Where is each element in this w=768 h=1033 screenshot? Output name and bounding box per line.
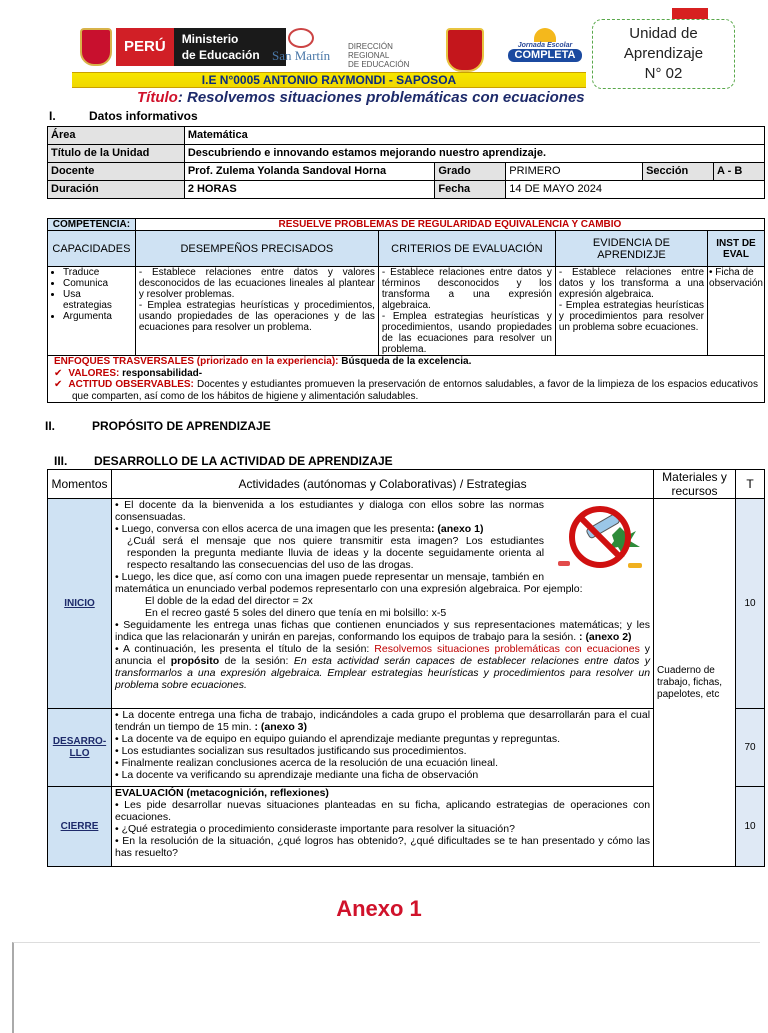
check-icon: ✔ bbox=[54, 379, 63, 390]
valores-label: VALORES: bbox=[68, 367, 120, 379]
capacidad-item: • Usa estrategias bbox=[63, 289, 132, 311]
ministerio-label: Ministerio de Educación bbox=[174, 28, 286, 66]
table-row bbox=[48, 470, 765, 499]
capacidades-header: CAPACIDADES bbox=[48, 231, 136, 267]
section-number: I. bbox=[49, 109, 56, 123]
anexo-ref: : (anexo 2) bbox=[576, 631, 632, 643]
seccion-value: A - B bbox=[714, 163, 765, 181]
anexo-title: Anexo 1 bbox=[336, 896, 422, 921]
grado-key: Grado bbox=[435, 163, 506, 181]
desarrollo-time: 70 bbox=[736, 709, 765, 787]
moment-cierre: CIERRE bbox=[48, 787, 112, 867]
area-key: Área bbox=[48, 127, 185, 145]
materiales-cell: Cuaderno de trabajo, fichas, papelotes, etc bbox=[654, 499, 736, 867]
duracion-key: Duración bbox=[48, 181, 185, 199]
table-row bbox=[48, 181, 765, 199]
anexo-image-frame bbox=[12, 942, 760, 1033]
capacidad-item: • Argumenta bbox=[63, 311, 132, 322]
competencia-table bbox=[47, 218, 765, 403]
school-name-band: I.E N°0005 ANTONIO RAYMONDI - SAPOSOA bbox=[72, 72, 586, 88]
section-proposito bbox=[45, 419, 271, 433]
competencia-label: COMPETENCIA: bbox=[48, 219, 136, 231]
inicio-text: • Luego, conversa con ellos acerca de una imagen que les presenta bbox=[114, 523, 431, 535]
sun-icon bbox=[534, 28, 556, 42]
instrumento-cell: • Ficha de observación bbox=[708, 267, 765, 356]
actitud-value: Docentes y estudiantes promueven la preservación de entornos saludables, a favor de la limpieza de los espacios educativos que comparten, así como de los hábitos de higiene y alimentación saludables. bbox=[72, 379, 758, 402]
section-title: Datos informativos bbox=[89, 109, 198, 123]
tiempo-header: T bbox=[736, 470, 765, 499]
capacidad-item: • Comunica bbox=[63, 278, 132, 289]
inicio-item: • El docente da la bienvenida a los estudiantes y dialoga con ellos sobre las normas consensuadas. bbox=[114, 499, 545, 523]
desarrollo-table bbox=[47, 469, 765, 867]
moment-desarrollo: DESARRO-LLO bbox=[48, 709, 112, 787]
materiales-header: Materiales y recursos bbox=[654, 470, 736, 499]
valores-value: responsabilidad- bbox=[122, 367, 203, 379]
desarrollo-item: • Los estudiantes socializan sus resultados justificando sus procedimientos. bbox=[114, 745, 467, 757]
momentos-header: Momentos bbox=[48, 470, 112, 499]
cierre-item: • ¿Qué estrategia o procedimiento consideraste importante para resolver la situación? bbox=[114, 823, 515, 835]
grado-value: PRIMERO bbox=[506, 163, 643, 181]
section-number: II. bbox=[45, 419, 56, 433]
datos-table bbox=[47, 126, 765, 199]
unidad-box: Unidad de Aprendizaje N° 02 bbox=[592, 19, 735, 89]
area-value: Matemática bbox=[184, 127, 764, 145]
actitud-line bbox=[54, 379, 758, 402]
section-title: PROPÓSITO DE APRENDIZAJE bbox=[92, 419, 271, 433]
criterios-cell: - Establece relaciones entre datos y términos desconocidos y los transforma a una expresión algebraica. - Emplea estrategias heurísticas y procedimientos, usando propiedades de las ecuaciones para resolver un problema. bbox=[378, 267, 555, 356]
table-row bbox=[48, 499, 765, 709]
table-row bbox=[48, 127, 765, 145]
competencia-value: RESUELVE PROBLEMAS DE REGULARIDAD EQUIVALENCIA Y CAMBIO bbox=[135, 219, 764, 231]
capacidades-cell bbox=[48, 267, 136, 356]
seccion-key: Sección bbox=[643, 163, 714, 181]
anexo-ref: : (anexo 1) bbox=[430, 523, 484, 535]
table-row bbox=[48, 219, 765, 231]
session-title-ref: Resolvemos situaciones problemáticas con ecuaciones bbox=[374, 643, 640, 655]
inicio-item: ¿Cuál será el mensaje que nos quiere transmitir esta imagen? Los estudiantes responden la pregunta mediante lluvia de ideas y la docente seguidamente orienta al respecto resaltando las consecuencias del uso de las drogas. bbox=[126, 535, 545, 571]
san-martin-label: San Martín bbox=[272, 48, 331, 63]
minedu-logo bbox=[80, 28, 286, 66]
criterios-header: CRITERIOS DE EVALUACIÓN bbox=[378, 231, 555, 267]
page-title bbox=[137, 89, 585, 106]
moment-inicio: INICIO bbox=[48, 499, 112, 709]
section-datos bbox=[49, 109, 198, 123]
table-row bbox=[48, 231, 765, 267]
school-shield-icon bbox=[446, 28, 484, 72]
enfoques-value: Búsqueda de la excelencia. bbox=[341, 356, 472, 367]
inicio-item bbox=[115, 643, 650, 691]
desempenos-cell: - Establece relaciones entre datos y valores desconocidos de las ecuaciones lineales al plantear y resolver problemas. - Emplea estrategias heurísticas y procedimientos, usando propiedades de las operaciones y de las ecuaciones para resolver un problema. bbox=[135, 267, 378, 356]
titulo-key: Título de la Unidad bbox=[48, 145, 185, 163]
section-number: III. bbox=[54, 454, 68, 468]
proposito-text: En esta actividad serán capaces de establecer relaciones entre datos y transformarlos a una expresión algebraica. Emplear estrategias heurísticas y procedimientos para resolver un problema sobre ecuaciones. bbox=[114, 655, 651, 691]
inicio-item bbox=[115, 619, 650, 643]
section-desarrollo bbox=[54, 454, 393, 468]
capacidades-list bbox=[51, 267, 132, 322]
inicio-text: • A continuación, les presenta el título de la sesión: bbox=[114, 643, 375, 655]
table-row bbox=[48, 163, 765, 181]
cierre-heading-text: EVALUACIÓN (metacognición, reflexiones) bbox=[114, 787, 329, 799]
enfoques-line bbox=[54, 356, 758, 368]
enfoques-label: ENFOQUES TRASVERSALES (priorizado en la experiencia): bbox=[54, 356, 339, 367]
inicio-example: El doble de la edad del director = 2x bbox=[144, 595, 313, 607]
inicio-text: y anuncia el bbox=[114, 643, 651, 667]
jec-top-label: Jornada Escolar bbox=[517, 42, 573, 49]
title-text: : Resolvemos situaciones problemáticas con ecuaciones bbox=[177, 89, 585, 106]
san-martin-emblem-icon bbox=[288, 28, 314, 48]
titulo-value: Descubriendo e innovando estamos mejorando nuestro aprendizaje. bbox=[184, 145, 764, 163]
peru-label: PERÚ bbox=[116, 28, 174, 66]
no-drugs-image bbox=[550, 501, 648, 575]
desarrollo-item: • Finalmente realizan conclusiones acerca de la resolución de una ecuación lineal. bbox=[114, 757, 499, 769]
desarrollo-item: • La docente va de equipo en equipo guiando el aprendizaje mediante preguntas y repreguntas. bbox=[114, 733, 560, 745]
duracion-value: 2 HORAS bbox=[184, 181, 435, 199]
dre-label: DIRECCIÓN REGIONAL DE EDUCACIÓN bbox=[348, 42, 410, 69]
valores-line bbox=[54, 368, 758, 380]
inicio-activities bbox=[111, 499, 653, 709]
actividades-header: Actividades (autónomas y Colaborativas) / Estrategias bbox=[111, 470, 653, 499]
peru-shield-icon bbox=[80, 28, 112, 66]
cierre-item: • En la resolución de la situación, ¿qué logros has obtenido?, ¿qué dificultades se te han presentado y cómo las has resuelto? bbox=[114, 835, 651, 859]
jec-main-label: COMPLETA bbox=[508, 49, 582, 62]
table-row bbox=[48, 145, 765, 163]
cierre-item: • Les pide desarrollar nuevas situaciones planteadas en su ficha, aplicando estrategias de operaciones con ecuaciones. bbox=[114, 799, 651, 823]
desempenos-header: DESEMPEÑOS PRECISADOS bbox=[135, 231, 378, 267]
fecha-value: 14 DE MAYO 2024 bbox=[506, 181, 765, 199]
inicio-example: En el recreo gasté 5 soles del dinero que tenía en mi bolsillo: x-5 bbox=[144, 607, 447, 619]
table-row bbox=[48, 356, 765, 403]
table-row bbox=[48, 267, 765, 356]
cierre-heading bbox=[115, 787, 650, 799]
capacidad-item: • Traduce bbox=[63, 267, 132, 278]
evidencia-header: EVIDENCIA DE APRENDIZJE bbox=[555, 231, 707, 267]
enfoques-cell bbox=[48, 356, 765, 403]
cierre-activities bbox=[111, 787, 653, 867]
inicio-time: 10 bbox=[736, 499, 765, 709]
docente-key: Docente bbox=[48, 163, 185, 181]
no-drugs-icon bbox=[550, 501, 648, 575]
san-martin-logo bbox=[272, 28, 330, 61]
proposito-label: propósito bbox=[170, 655, 220, 667]
cierre-time: 10 bbox=[736, 787, 765, 867]
jec-logo bbox=[508, 28, 582, 68]
inicio-text: de la sesión: bbox=[219, 655, 294, 667]
docente-value: Prof. Zulema Yolanda Sandoval Horna bbox=[184, 163, 435, 181]
evidencia-cell: - Establece relaciones entre datos y los transforma a una expresión algebraica. - Emplea estrategias heurísticas y procedimientos para resolver un problema sobre ecuaciones. bbox=[555, 267, 707, 356]
inicio-text: • Seguidamente les entrega unas fichas que contienen enunciados y sus representaciones matemáticas; y les indica que las relacionarán y unirán en parejas, conformando los equipos de trabajo para la sesión. bbox=[114, 619, 651, 643]
desarrollo-text: • La docente entrega una ficha de trabajo, indicándoles a cada grupo el problema que desarrollarán para el cual tendrán un tiempo de 15 min. bbox=[114, 709, 651, 733]
fecha-key: Fecha bbox=[435, 181, 506, 199]
actitud-label: ACTITUD OBSERVABLES: bbox=[68, 379, 194, 390]
anexo-ref: : (anexo 3) bbox=[251, 721, 308, 733]
section-title: DESARROLLO DE LA ACTIVIDAD DE APRENDIZAJE bbox=[94, 454, 393, 468]
instrumento-header: INST DE EVAL bbox=[708, 231, 765, 267]
desarrollo-item bbox=[115, 709, 650, 733]
title-label: Título bbox=[137, 89, 178, 106]
inicio-item: • Luego, les dice que, así como con una imagen puede representar un mensaje, también en matemática un enunciado verbal podemos representarlo con una expresión algebraica. Por ejemplo: bbox=[114, 571, 583, 595]
desarrollo-activities bbox=[111, 709, 653, 787]
desarrollo-item: • La docente va verificando su aprendizaje mediante una ficha de observación bbox=[114, 769, 479, 781]
check-icon: ✔ bbox=[54, 367, 63, 379]
